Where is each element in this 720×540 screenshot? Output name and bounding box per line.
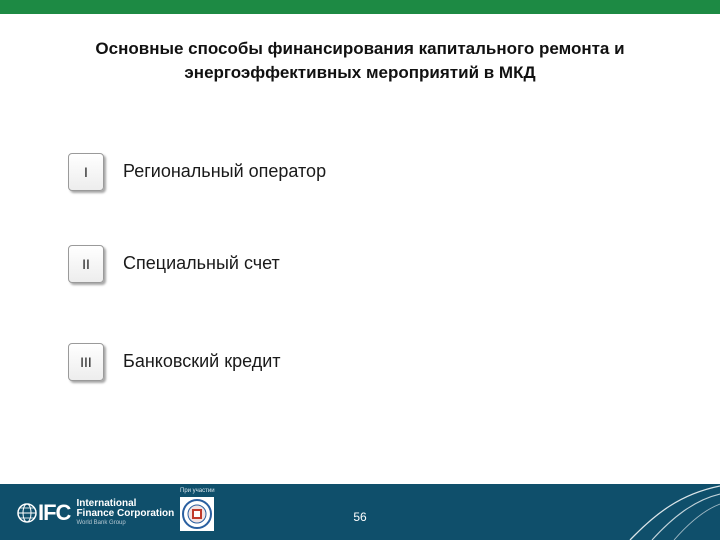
globe-icon xyxy=(16,502,38,524)
ifc-logo-line-2: Finance Corporation xyxy=(76,508,175,519)
slide-title xyxy=(20,37,700,85)
item-number-badge: III xyxy=(68,343,104,381)
ifc-logo-sub: World Bank Group xyxy=(76,520,126,526)
decorative-swoosh xyxy=(610,484,720,540)
list-item-1 xyxy=(68,153,668,191)
emblem-icon xyxy=(180,497,214,531)
slide-title-line-2: энергоэффективных мероприятий в МКД xyxy=(184,63,536,82)
slide-title-line-1: Основные способы финансирования капитального ремонта и xyxy=(95,39,625,58)
page-number: 56 xyxy=(353,510,367,524)
list-item-3 xyxy=(68,343,668,381)
ifc-logo-line-1: International xyxy=(76,498,137,509)
item-label: Специальный счет xyxy=(123,253,280,273)
ifc-logo xyxy=(16,499,174,527)
partner-logo xyxy=(180,497,214,531)
item-label: Банковский кредит xyxy=(123,351,281,371)
partner-label: При участии xyxy=(180,488,215,494)
item-label: Региональный оператор xyxy=(123,161,327,181)
item-number-badge: I xyxy=(68,153,104,191)
item-number-badge: II xyxy=(68,245,104,283)
ifc-logo-mark: IFC xyxy=(38,500,71,525)
footer-bar xyxy=(0,484,720,540)
ifc-logo-text xyxy=(76,499,174,527)
list-item-2 xyxy=(68,245,668,283)
top-accent-bar xyxy=(0,0,720,14)
